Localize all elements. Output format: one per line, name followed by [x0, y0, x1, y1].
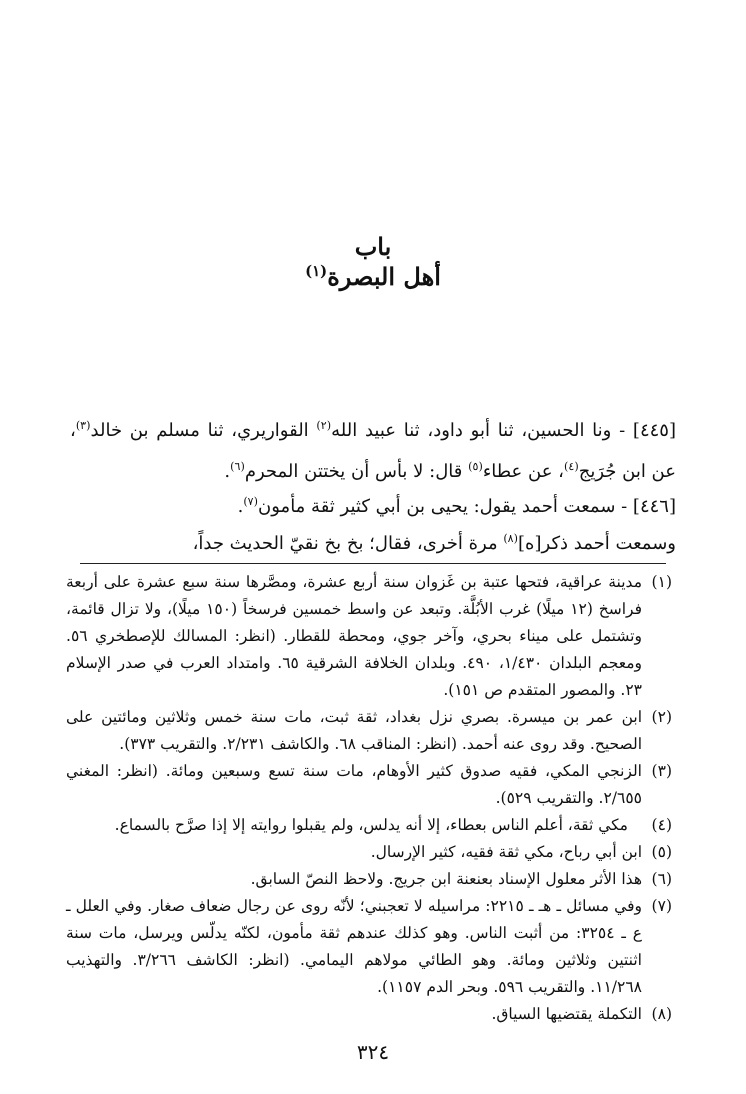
footnote-separator — [80, 563, 666, 564]
footnote-ref-1: (١) — [305, 262, 328, 280]
footnote — [66, 758, 672, 812]
footnote — [66, 569, 672, 704]
narration-text: . — [224, 461, 231, 482]
footnote-ref-7: (٧) — [243, 495, 259, 508]
footnote-ref-5: (٥) — [468, 460, 483, 473]
chapter-label: باب — [354, 232, 392, 261]
narration-number: [٤٤٥] — [632, 420, 676, 441]
footnote-ref-8: (٨) — [503, 532, 519, 545]
narration-number: [٤٤٦] — [632, 496, 676, 517]
footnote-number: (٣) — [651, 762, 672, 780]
footnote-text: مكي ثقة، أعلم الناس بعطاء، إلا أنه يدلس، ولم يقبلوا روايته إلا إذا صرَّح بالسماع. — [114, 816, 628, 834]
chapter-title-text: أهل البصرة — [327, 262, 441, 291]
narration-text: - ونا الحسين، ثنا أبو داود، ثنا عبيد الله — [331, 420, 633, 441]
footnote-number: (٧) — [651, 897, 672, 915]
footnote — [66, 1001, 672, 1028]
footnote-text: التكملة يقتضيها السياق. — [491, 1005, 642, 1023]
footnote-number: (٢) — [651, 708, 672, 726]
footnote-number: (٥) — [651, 843, 672, 861]
narration-446 — [70, 487, 676, 522]
footnote-text: وفي مسائل ـ هـ ـ ٢٢١٥: مراسيله لا تعجبني؛ لأنّه روى عن رجال ضعاف صغار. وفي العلل ـ ع ـ ٣٢٥٤: من أثبت الناس. وهو كذلك عندهم ثقة مأمون، لكنّه يدلّس ويرسل، مات سنة اثنتين وثلاثين ومائة. وهو الطائي مولاهم اليمامي. (انظر: الكاشف ٣/٢٦٦. والتهذيب ١١/٢٦٨. والتقريب ٥٩٦. وبحر الدم ١١٥٧). — [66, 897, 642, 996]
narration-text: - سمعت أحمد يقول: يحيى بن أبي كثير ثقة مأمون — [258, 496, 633, 517]
footnote-text: الزنجي المكي، فقيه صدوق كثير الأوهام، مات سنة تسع وسبعين ومائة. (انظر: المغني ٢/٦٥٥. والتقريب ٥٢٩). — [66, 762, 642, 807]
footnote-number: (١) — [651, 573, 672, 591]
footnote-number: (٨) — [651, 1005, 672, 1023]
page-number: ٣٢٤ — [356, 1040, 390, 1064]
narration-445 — [70, 408, 676, 490]
footnote-text: ابن أبي رباح، مكي ثقة فقيه، كثير الإرسال. — [370, 843, 642, 861]
footnote — [66, 704, 672, 758]
footnote-text: مدينة عراقية، فتحها عتبة بن غَزوان سنة أربع عشرة، ومصَّرها سنة سبع عشرة على أربعة فراسخ (١٢ ميلًا) غرب الأبُلَّة. وتبعد عن واسط خمسين فرسخاً (١٥٠ ميلًا)، ولا تزال قائمة، وتشتمل على ميناء بحري، وآخر جوي، ومحطة للقطار. (انظر: المسالك للإصطخري ٥٦. ومعجم البلدان ١/٤٣٠، ٤٩٠. وبلدان الخلافة الشرقية ٦٥. وامتداد العرب في صدر الإسلام ٢٣. والمصور المتقدم ص ١٥١). — [66, 573, 643, 699]
footnote-ref-2: (٢) — [316, 419, 332, 432]
narration-text: قال: لا بأس أن يختتن المحرم — [244, 461, 469, 482]
footnote — [66, 866, 672, 893]
footnote-number: (٤) — [651, 816, 672, 834]
footnotes — [66, 569, 672, 1028]
footnote-ref-3: (٣) — [75, 419, 91, 432]
narration-text: . — [237, 496, 244, 517]
footnote-text: هذا الأثر معلول الإسناد بعنعنة ابن جريج. ولاحظ النصّ السابق. — [250, 870, 642, 888]
narration-text: مرة أخرى، فقال؛ بخ بخ نقيّ الحديث جداً، — [192, 533, 504, 554]
narration-text: ، عن ابن جُرَيج — [70, 420, 676, 482]
footnote — [66, 893, 672, 1001]
footnote — [66, 839, 672, 866]
narration-text: ، عن عطاء — [482, 461, 564, 482]
narration-text: القواريري، ثنا مسلم بن خالد — [90, 420, 317, 441]
footnote-ref-4: (٤) — [563, 460, 579, 473]
narration-text: وسمعت أحمد ذكر[ه] — [518, 533, 676, 554]
narration-continuation — [70, 524, 676, 559]
footnote-number: (٦) — [651, 870, 672, 888]
footnote-ref-6: (٦) — [230, 460, 245, 473]
footnote — [66, 812, 672, 839]
chapter-title — [0, 262, 746, 291]
footnote-text: ابن عمر بن ميسرة. بصري نزل بغداد، ثقة ثبت، مات سنة خمس وثلاثين ومائتين على الصحيح. وقد روى عنه أحمد. (انظر: المناقب ٦٨. والكاشف ٢/٢٣١. والتقريب ٣٧٣). — [66, 708, 642, 753]
